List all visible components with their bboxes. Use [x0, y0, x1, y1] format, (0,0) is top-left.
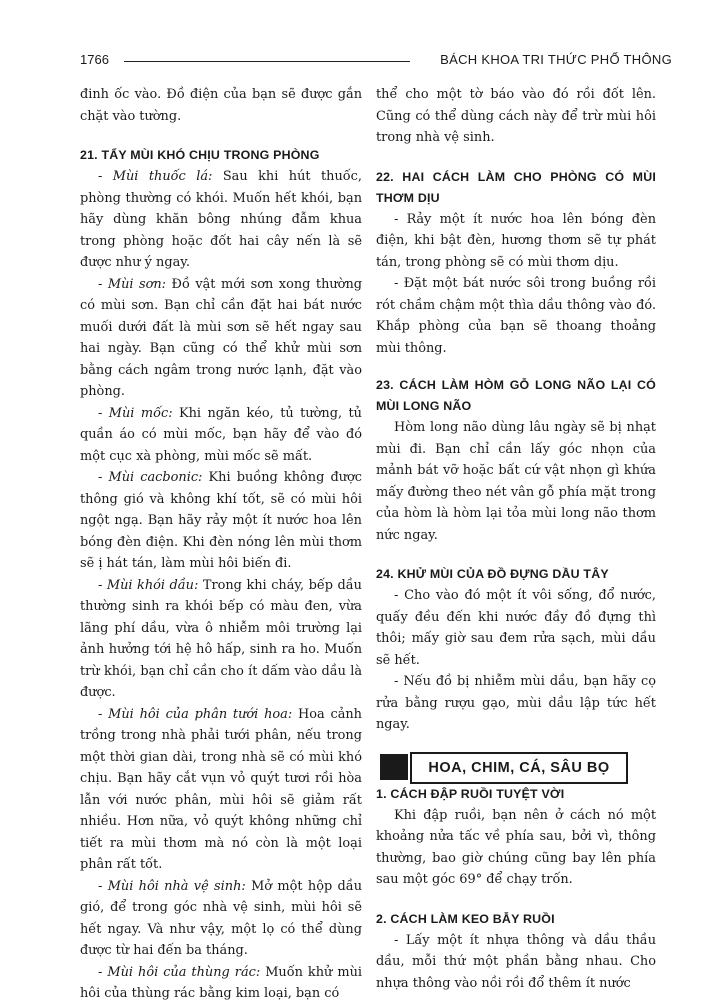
paragraph-text: Sau khi hút thuốc, phòng thường có khói. Muốn hết khói, bạn hãy dùng khăn bông nhúng đẫm khua trong phòng hoặc đốt hai cây nến là sẽ được như ý ngay. [80, 169, 362, 270]
item-label: - Mùi hôi của thùng rác: [98, 964, 261, 980]
item-label: - Mùi hôi của phân tưới hoa: [98, 706, 293, 722]
chapter-marker [380, 754, 408, 780]
paragraph [80, 575, 362, 704]
intro-paragraph: đinh ốc vào. Đồ điện của bạn sẽ được gắn chặt vào tường. [80, 87, 362, 124]
section-23-title: 23. CÁCH LÀM HÒM GỖ LONG NÃO LẠI CÓ MÙI LONG NÃO [376, 378, 656, 413]
paragraph-text: Mở một hộp dầu gió, để trong góc nhà vệ sinh, mùi hôi sẽ hết ngay. Và như vậy, một lọ có thể dùng được từ hai đến ba tháng. [80, 878, 362, 958]
paragraph: Hòm long não dùng lâu ngày sẽ bị nhạt mùi đi. Bạn chỉ cần lấy góc nhọn của mảnh bát vỡ hoặc bất cứ vật nhọn gì khứa mấy đường theo nét vân gỗ phía mặt trong của hòm là hòm lại tỏa mùi long não thơm nức ngay. [376, 420, 656, 543]
paragraph-text: Khi buồng không được thông gió và không khí tốt, sẽ có mùi hôi ngột ngạ. Bạn hãy rảy một ít nước hoa lên bóng đèn điện. Khi đèn nóng lên mùi thơm sẽ ị hát tán, làm mùi hôi biến đi. [80, 470, 362, 571]
paragraph-text: Trong khi cháy, bếp dầu thường sinh ra khói bếp có màu đen, vừa lãng phí dầu, vừa ô nhiễm môi trường lại ảnh hưởng tới hệ hô hấp, sinh ra ho. Muốn trừ khói, bạn chỉ cần cho ít dấm vào dầu là được. [80, 577, 362, 700]
header-rule [124, 61, 410, 62]
running-title: BÁCH KHOA TRI THỨC PHỔ THÔNG [440, 52, 672, 67]
section-24-title: 24. KHỬ MÙI CỦA ĐỒ ĐỰNG DẦU TÂY [376, 567, 609, 581]
item-label: - Mùi thuốc lá: [98, 169, 213, 184]
right-column [376, 84, 656, 994]
intro-paragraph: thể cho một tờ báo vào đó rồi đốt lên. Cũng có thể dùng cách này để trừ mùi hôi trong nhà vệ sinh. [376, 87, 656, 145]
item-label: - Mùi sơn: [98, 276, 167, 292]
left-column [80, 84, 362, 1005]
item-label: - Mùi cacbonic: [98, 470, 203, 485]
paragraph [80, 274, 362, 403]
paragraph-text: Đồ vật mới sơn xong thường có mùi sơn. Bạn chỉ cần đặt hai bát nước muối dưới đất là mùi sơn sẽ hết ngay sau hai ngày. Bạn cũng có thể khử mùi sơn bằng cách ngâm trong nước lạnh, đặt vào phòng. [80, 276, 362, 399]
paragraph [80, 403, 362, 468]
chapter-section-1-title: 1. CÁCH ĐẬP RUỒI TUYỆT VỜI [376, 786, 565, 801]
chapter-title: HOA, CHIM, CÁ, SÂU BỌ [410, 752, 628, 784]
item-label: - Mùi hôi nhà vệ sinh: [98, 878, 246, 894]
item-label: - Mùi khói dầu: [98, 577, 199, 593]
paragraph: - Lấy một ít nhựa thông và dầu thầu dầu, mỗi thứ một phần bằng nhau. Cho nhựa thông vào nồi rồi đổ thêm ít nước [376, 932, 656, 991]
paragraph: - Đặt một bát nước sôi trong buồng rồi rót chầm chậm một thìa dầu thông vào đó. Khắp phòng của bạn sẽ thoang thoảng mùi thông. [376, 276, 656, 356]
paragraph-text: Khi ngăn kéo, tủ tường, tủ quần áo có mùi mốc, bạn hãy để vào đó một cục xà phòng, mùi mốc sẽ mất. [80, 405, 362, 464]
item-label: - Mùi mốc: [98, 405, 173, 421]
paragraph [80, 166, 362, 274]
paragraph: - Cho vào đó một ít vôi sống, đổ nước, quấy đều đến khi nước đầy đồ đựng thì thôi; mấy giờ sau đem rửa sạch, mùi dầu sẽ hết. [376, 588, 656, 668]
paragraph-text: Muốn khử mùi hôi của thùng rác bằng kim loại, bạn có [80, 964, 363, 1001]
paragraph-text: Hoa cảnh trồng trong nhà phải tưới phân, nếu trong một thời gian dài, trong nhà sẽ có mùi khó chịu. Bạn hãy cắt vụn vỏ quýt tươi rồi hòa lẫn với nước phân, mùi hôi sẽ giảm rất nhiều. Hơn nữa, vỏ quýt không những chỉ tiết ra mùi thơm mà nó còn là một loại phân rất tốt. [80, 706, 362, 872]
chapter-section-2-title: 2. CÁCH LÀM KEO BẪY RUỒI [376, 911, 555, 926]
paragraph: Khi đập ruồi, bạn nên ở cách nó một khoảng nửa tấc về phía sau, bởi vì, thông thường, bao giờ chúng cũng bay lên phía sau một góc 69° để chạy trốn. [376, 807, 656, 887]
paragraph [80, 467, 362, 575]
paragraph: - Rảy một ít nước hoa lên bóng đèn điện, khi bật đèn, hương thơm sẽ tự phát tán, trong phòng sẽ có mùi thơm dịu. [376, 211, 656, 270]
page-number: 1766 [80, 52, 109, 67]
paragraph [80, 876, 362, 962]
page-header [80, 52, 672, 74]
paragraph [80, 704, 362, 876]
chapter-banner [378, 752, 656, 784]
paragraph: - Nếu đồ bị nhiễm mùi dầu, bạn hãy cọ rửa bằng rượu gạo, mùi dầu lập tức hết ngay. [376, 674, 656, 732]
section-22-title: 22. HAI CÁCH LÀM CHO PHÒNG CÓ MÙI THƠM DỊU [376, 169, 656, 205]
section-21-title: 21. TẨY MÙI KHÓ CHỊU TRONG PHÒNG [80, 148, 320, 162]
